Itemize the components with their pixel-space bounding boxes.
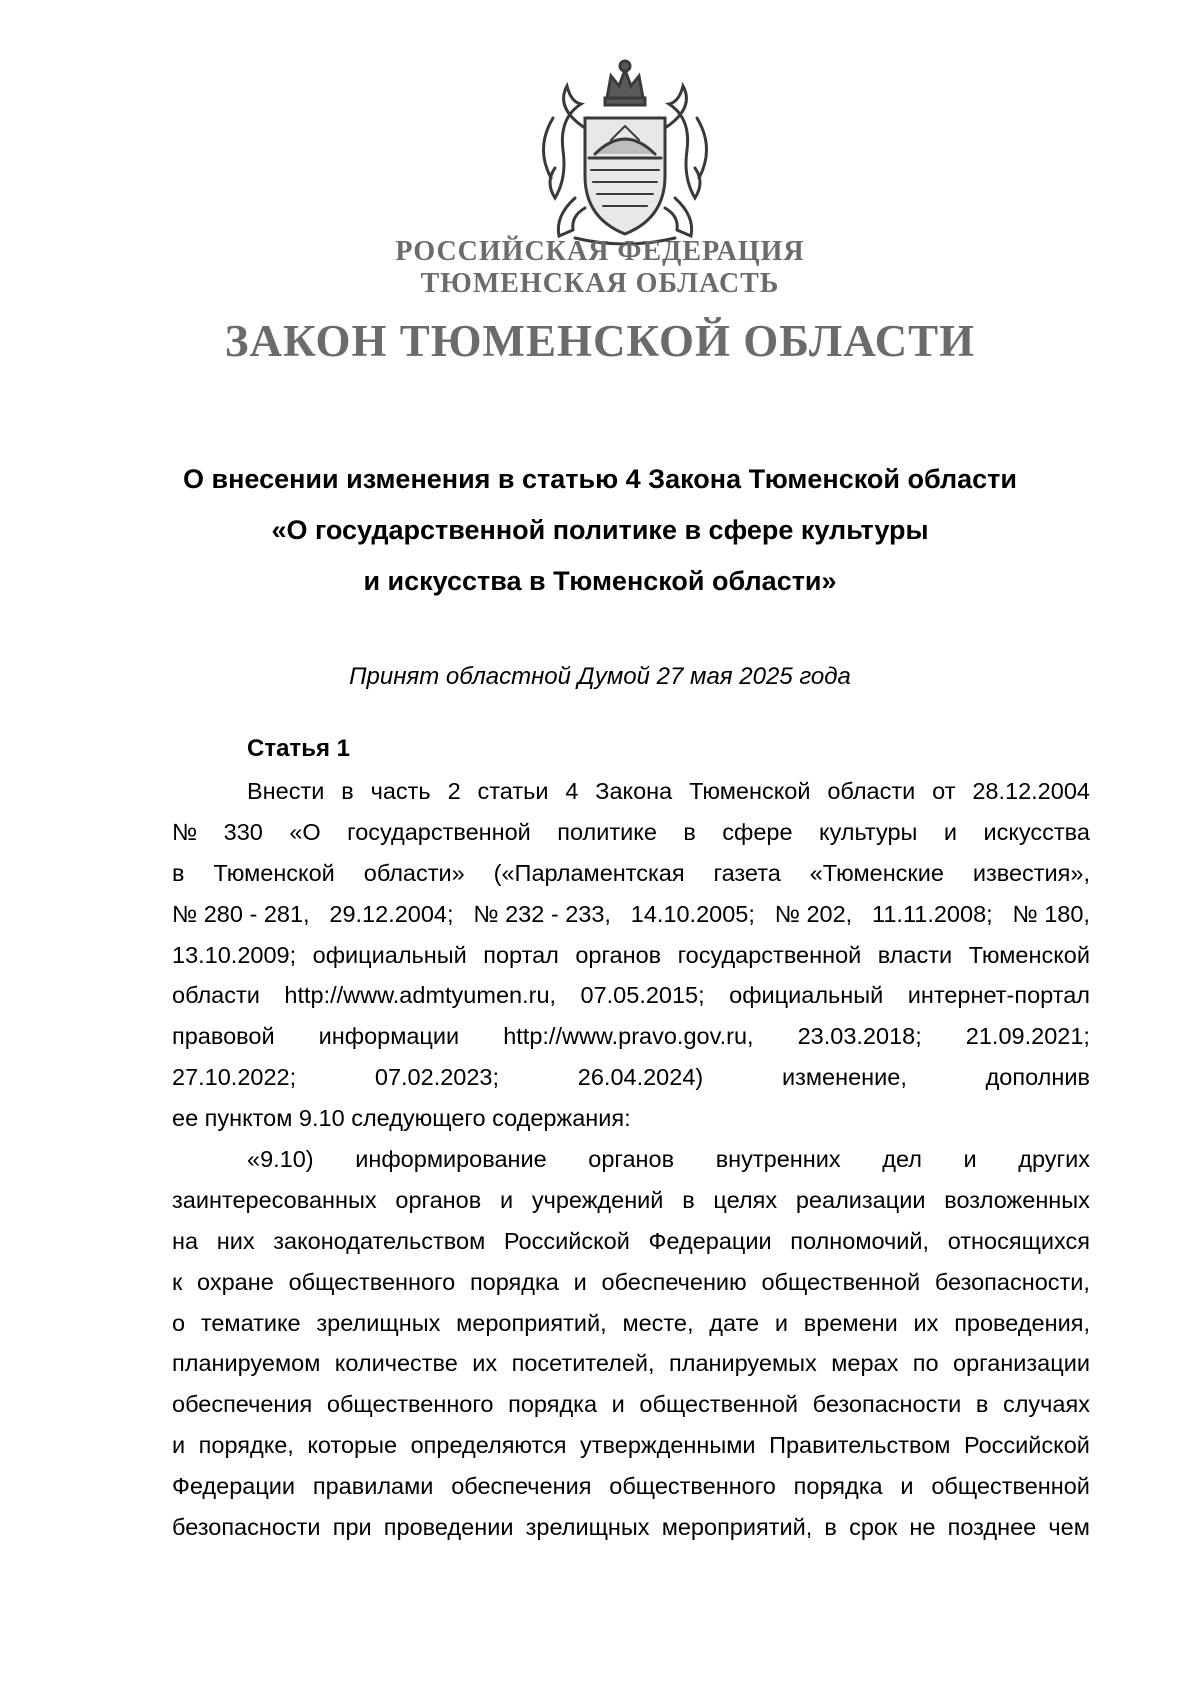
article-text-line [172, 1098, 1090, 1139]
word: и [900, 1473, 914, 1500]
word: органов [575, 941, 662, 968]
word: которые [307, 1432, 398, 1459]
word: порядка [508, 1391, 598, 1418]
word: общественного [326, 1391, 494, 1418]
word: учреждений [531, 1186, 664, 1213]
word: государственной [347, 818, 531, 845]
word: 07.05.2015; [580, 982, 705, 1009]
word: порядка [469, 1268, 559, 1295]
word: 13.10.2009; [172, 941, 297, 968]
word: дате [709, 1309, 760, 1336]
word: области [172, 982, 260, 1009]
word: тематике [200, 1309, 301, 1336]
word: Российской [963, 1432, 1090, 1459]
word: срок [849, 1514, 898, 1541]
word: органов [588, 1146, 675, 1173]
word: сфере [722, 818, 793, 845]
word: в [682, 1186, 695, 1213]
article-text-line [172, 1303, 1090, 1344]
word: и [611, 1391, 625, 1418]
word: месте, [622, 1309, 694, 1336]
article-body [172, 771, 1090, 1548]
article-text-line [172, 1180, 1090, 1221]
article-text-line [172, 935, 1090, 976]
word: известия», [972, 859, 1090, 886]
word: безопасности, [934, 1268, 1090, 1295]
word: 07.02.2023; [374, 1064, 500, 1091]
article-text-line [172, 975, 1090, 1016]
article-text-line [172, 1139, 1090, 1180]
article-text-line [172, 853, 1090, 894]
word: безопасности [812, 1391, 962, 1418]
word: мероприятий, [661, 1514, 813, 1541]
word: «Тюменские [809, 859, 944, 886]
word: «9.10) [247, 1146, 314, 1173]
word: зрелищных [525, 1514, 650, 1541]
word: изменение, [781, 1064, 907, 1091]
word: органов [395, 1186, 482, 1213]
word: правилами [312, 1473, 434, 1500]
article-text-line [172, 1016, 1090, 1057]
title-line: О внесении изменения в статью 4 Закона Тюменской области [183, 464, 1017, 494]
word: обеспечения [451, 1473, 592, 1500]
word: времени [803, 1309, 898, 1336]
article-text-line [172, 1466, 1090, 1507]
word: чем [1048, 1514, 1090, 1541]
word: 28.12.2004 [972, 778, 1090, 804]
word: проведении [383, 1514, 514, 1541]
word: случаях [1002, 1391, 1090, 1418]
word: безопасности [172, 1514, 321, 1541]
word: дел [882, 1146, 922, 1173]
word: («Парламентская [493, 859, 685, 886]
word: относящихся [947, 1227, 1090, 1254]
word: власти [877, 941, 953, 968]
article-heading: Статья 1 [247, 735, 350, 762]
word: обеспечению [601, 1268, 747, 1295]
word: № 232 - 233, [473, 900, 611, 927]
word: общественной [639, 1391, 799, 1418]
header-region: ТЮМЕНСКАЯ ОБЛАСТЬ [420, 268, 780, 299]
header-law: ЗАКОН ТЮМЕНСКОЙ ОБЛАСТИ [224, 316, 976, 366]
word: 2 [447, 778, 461, 804]
word: 26.04.2024) [577, 1064, 704, 1091]
word: Федерации [648, 1227, 772, 1254]
word: Правительством [769, 1432, 951, 1459]
word: порядка [793, 1473, 883, 1500]
word: утвержденными [580, 1432, 756, 1459]
word: государственной [677, 941, 862, 968]
title-line: и искусства в Тюменской области» [363, 566, 837, 596]
coat-of-arms-icon [515, 58, 735, 250]
word: интернет-портал [907, 982, 1090, 1009]
word: информации [318, 1023, 460, 1050]
word: от [932, 778, 956, 804]
word: организации [953, 1350, 1090, 1377]
word: и [573, 1268, 587, 1295]
word: № 280 - 281, [172, 900, 310, 927]
word: и [499, 1186, 514, 1213]
word: к [172, 1268, 183, 1295]
word: общественного [288, 1268, 456, 1295]
article-text-line [172, 1262, 1090, 1303]
word: Российской [503, 1227, 630, 1254]
word: информирование [355, 1146, 547, 1173]
word: других [1018, 1146, 1090, 1173]
word: по [912, 1350, 939, 1377]
word: в [172, 859, 185, 886]
word: и [172, 1432, 186, 1459]
article-text-line [172, 1221, 1090, 1262]
word: на [172, 1227, 199, 1254]
word: проведения, [954, 1309, 1090, 1336]
word: газета [713, 859, 781, 886]
article-text-line [172, 1057, 1090, 1098]
word: порядке, [198, 1432, 294, 1459]
word: дополнив [985, 1064, 1090, 1091]
word: 4 [565, 778, 579, 804]
word: количестве [334, 1350, 458, 1377]
word: законодательством [273, 1227, 486, 1254]
word: при [332, 1514, 372, 1541]
word: в [975, 1391, 989, 1418]
word: Тюменской [968, 941, 1090, 968]
word: охране [197, 1268, 274, 1295]
word: полномочий, [790, 1227, 930, 1254]
word: возложенных [944, 1186, 1090, 1213]
word: 330 [223, 818, 263, 845]
word: 29.12.2004; [329, 900, 454, 927]
word: не [909, 1514, 936, 1541]
word: и [963, 1146, 977, 1173]
word: Федерации [172, 1473, 296, 1500]
word: планируемом [172, 1350, 321, 1377]
word: http://www.admtyumen.ru, [284, 982, 557, 1009]
word: их [472, 1350, 498, 1377]
word: мерах [831, 1350, 899, 1377]
word: № [172, 818, 198, 845]
word: определяются [410, 1432, 567, 1459]
word: мероприятий, [456, 1309, 607, 1336]
word: культуры [819, 818, 918, 845]
word: зрелищных [316, 1309, 441, 1336]
adoption-note: Принят областной Думой 27 мая 2025 года [349, 663, 851, 690]
word: заинтересованных [172, 1186, 377, 1213]
word: Внести [247, 778, 325, 804]
word: и [774, 1309, 789, 1336]
article-text-line [172, 771, 1090, 812]
word: и [943, 818, 957, 845]
word: общественной [931, 1473, 1090, 1500]
word: Тюменской [213, 859, 335, 886]
word: планируемых [669, 1350, 817, 1377]
word: реализации [795, 1186, 926, 1213]
word: целях [713, 1186, 778, 1213]
word: 23.03.2018; [797, 1023, 922, 1050]
word: обеспечения [172, 1391, 313, 1418]
word: искусства [983, 818, 1090, 845]
word: правовой [172, 1023, 275, 1050]
word: «О [289, 818, 321, 845]
word: официальный [312, 941, 467, 968]
word: политике [557, 818, 657, 845]
document-title [0, 454, 1200, 607]
word: Закона [595, 778, 673, 804]
header-country: РОССИЙСКАЯ ФЕДЕРАЦИЯ [395, 236, 805, 267]
word: позднее [947, 1514, 1037, 1541]
word: их [913, 1309, 939, 1336]
word: общественного [609, 1473, 776, 1500]
word: портал [483, 941, 559, 968]
word: статьи [477, 778, 549, 804]
word: о [172, 1309, 186, 1336]
article-text-line [172, 1507, 1090, 1548]
word: № 180, [1012, 900, 1090, 927]
word: Тюменской [689, 778, 811, 804]
word: области [827, 778, 916, 804]
article-text-line [172, 1384, 1090, 1425]
word: ее пунктом 9.10 следующего содержания: [172, 1105, 631, 1132]
word: № 202, [774, 900, 853, 927]
title-line: «О государственной политике в сфере культуры [271, 515, 929, 545]
word: общественной [761, 1268, 921, 1295]
word: в [824, 1514, 837, 1541]
word: 27.10.2022; [172, 1064, 297, 1091]
word: области» [363, 859, 465, 886]
word: 11.11.2008; [872, 900, 993, 927]
word: часть [370, 778, 431, 804]
article-text-line [172, 1343, 1090, 1384]
word: посетителей, [511, 1350, 655, 1377]
article-text-line [172, 812, 1090, 853]
word: 21.09.2021; [965, 1023, 1090, 1050]
word: в [683, 818, 696, 845]
article-text-line [172, 894, 1090, 935]
word: 14.10.2005; [630, 900, 755, 927]
word: http://www.pravo.gov.ru, [503, 1023, 754, 1050]
word: официальный [729, 982, 884, 1009]
word: внутренних [715, 1146, 841, 1173]
article-text-line [172, 1425, 1090, 1466]
word: них [216, 1227, 255, 1254]
word: в [341, 778, 354, 804]
